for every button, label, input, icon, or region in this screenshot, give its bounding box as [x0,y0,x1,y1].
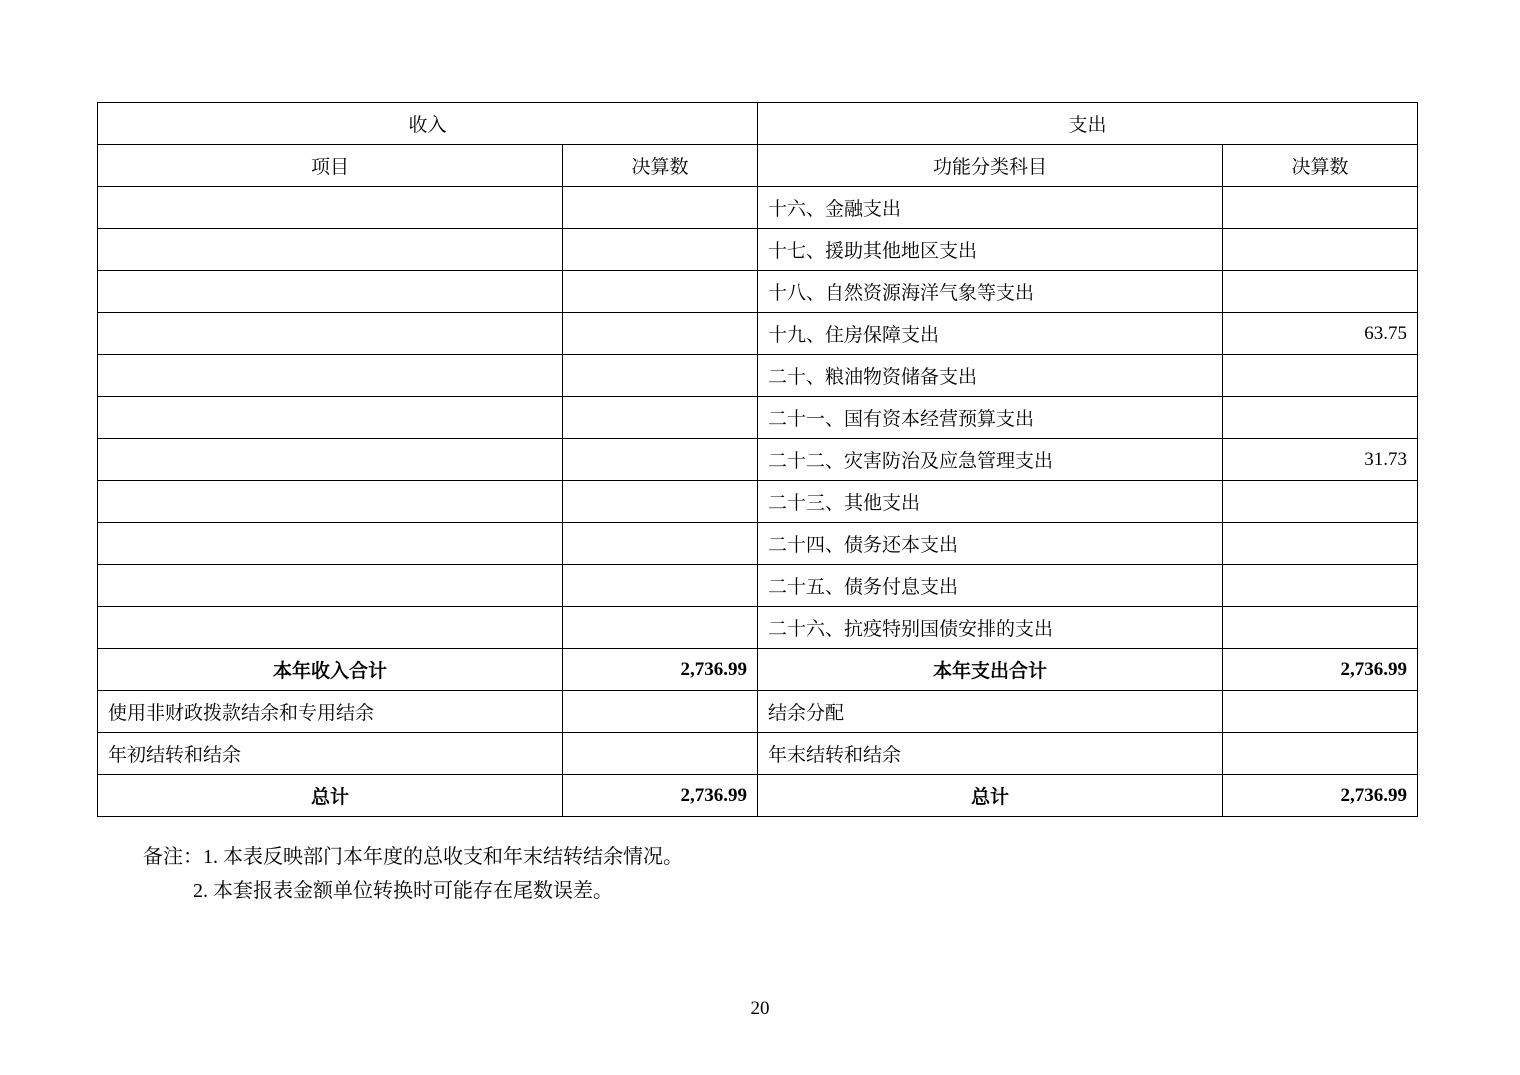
cell-carryover-expenditure-amount [1223,733,1418,775]
table-row [98,481,1418,523]
cell-year-total-income-label: 本年收入合计 [98,649,563,691]
cell-carryover-expenditure-label: 年末结转和结余 [758,733,1223,775]
cell-income-amount [563,481,758,523]
cell-year-total-expenditure-label: 本年支出合计 [758,649,1223,691]
cell-expenditure-item: 二十五、债务付息支出 [758,565,1223,607]
cell-expenditure-item: 十六、金融支出 [758,187,1223,229]
table-column-header-row [98,145,1418,187]
cell-surplus-income-label: 使用非财政拨款结余和专用结余 [98,691,563,733]
cell-income-item [98,397,563,439]
cell-expenditure-amount [1223,397,1418,439]
cell-expenditure-amount [1223,355,1418,397]
cell-income-amount [563,187,758,229]
cell-income-item [98,355,563,397]
cell-grand-total-expenditure-amount: 2,736.99 [1223,775,1418,817]
cell-income-item [98,523,563,565]
cell-expenditure-item: 二十三、其他支出 [758,481,1223,523]
group-header-income: 收入 [98,103,758,145]
cell-grand-total-expenditure-label: 总计 [758,775,1223,817]
cell-expenditure-item: 十七、援助其他地区支出 [758,229,1223,271]
cell-expenditure-item: 十九、住房保障支出 [758,313,1223,355]
table-row [98,565,1418,607]
cell-income-amount [563,607,758,649]
cell-expenditure-amount [1223,187,1418,229]
table-row [98,229,1418,271]
cell-surplus-expenditure-amount [1223,691,1418,733]
cell-income-item [98,187,563,229]
table-notes [143,840,683,908]
cell-income-item [98,271,563,313]
cell-grand-total-income-label: 总计 [98,775,563,817]
table-row [98,523,1418,565]
cell-expenditure-amount [1223,271,1418,313]
table-row [98,271,1418,313]
cell-income-item [98,313,563,355]
cell-income-item [98,439,563,481]
cell-expenditure-item: 十八、自然资源海洋气象等支出 [758,271,1223,313]
cell-expenditure-amount [1223,229,1418,271]
cell-income-amount [563,355,758,397]
column-header-income-item: 项目 [98,145,563,187]
cell-surplus-income-amount [563,691,758,733]
table-group-header-row [98,103,1418,145]
notes-text-1: 1. 本表反映部门本年度的总收支和年末结转结余情况。 [203,846,683,868]
cell-expenditure-item: 二十二、灾害防治及应急管理支出 [758,439,1223,481]
cell-grand-total-income-amount: 2,736.99 [563,775,758,817]
column-header-expenditure-amount: 决算数 [1223,145,1418,187]
table-row-year-total [98,649,1418,691]
cell-income-amount [563,565,758,607]
group-header-expenditure: 支出 [758,103,1418,145]
notes-label: 备注： [143,846,203,868]
cell-year-total-expenditure-amount: 2,736.99 [1223,649,1418,691]
cell-expenditure-item: 二十一、国有资本经营预算支出 [758,397,1223,439]
table-row-grand-total [98,775,1418,817]
cell-carryover-income-label: 年初结转和结余 [98,733,563,775]
table-row [98,607,1418,649]
column-header-expenditure-item: 功能分类科目 [758,145,1223,187]
cell-income-item [98,229,563,271]
cell-surplus-expenditure-label: 结余分配 [758,691,1223,733]
cell-income-item [98,607,563,649]
cell-year-total-income-amount: 2,736.99 [563,649,758,691]
table-row [98,439,1418,481]
table-row [98,313,1418,355]
cell-income-amount [563,313,758,355]
notes-line-1 [143,840,683,874]
budget-table-container [97,102,1417,817]
table-row [98,397,1418,439]
table-row [98,187,1418,229]
page-number: 20 [750,998,770,1019]
cell-expenditure-item: 二十四、债务还本支出 [758,523,1223,565]
cell-expenditure-amount [1223,565,1418,607]
cell-income-amount [563,397,758,439]
cell-income-amount [563,523,758,565]
cell-income-item [98,481,563,523]
cell-income-amount [563,439,758,481]
column-header-income-amount: 决算数 [563,145,758,187]
cell-expenditure-amount: 63.75 [1223,313,1418,355]
cell-expenditure-amount [1223,481,1418,523]
cell-income-item [98,565,563,607]
table-row [98,355,1418,397]
cell-expenditure-amount [1223,523,1418,565]
cell-expenditure-amount: 31.73 [1223,439,1418,481]
notes-text-2: 2. 本套报表金额单位转换时可能存在尾数误差。 [193,880,613,902]
cell-carryover-income-amount [563,733,758,775]
final-accounts-table [97,102,1418,817]
cell-income-amount [563,271,758,313]
cell-income-amount [563,229,758,271]
table-row-surplus [98,691,1418,733]
cell-expenditure-item: 二十六、抗疫特别国债安排的支出 [758,607,1223,649]
cell-expenditure-item: 二十、粮油物资储备支出 [758,355,1223,397]
table-row-carryover [98,733,1418,775]
notes-line-2 [143,874,683,908]
cell-expenditure-amount [1223,607,1418,649]
